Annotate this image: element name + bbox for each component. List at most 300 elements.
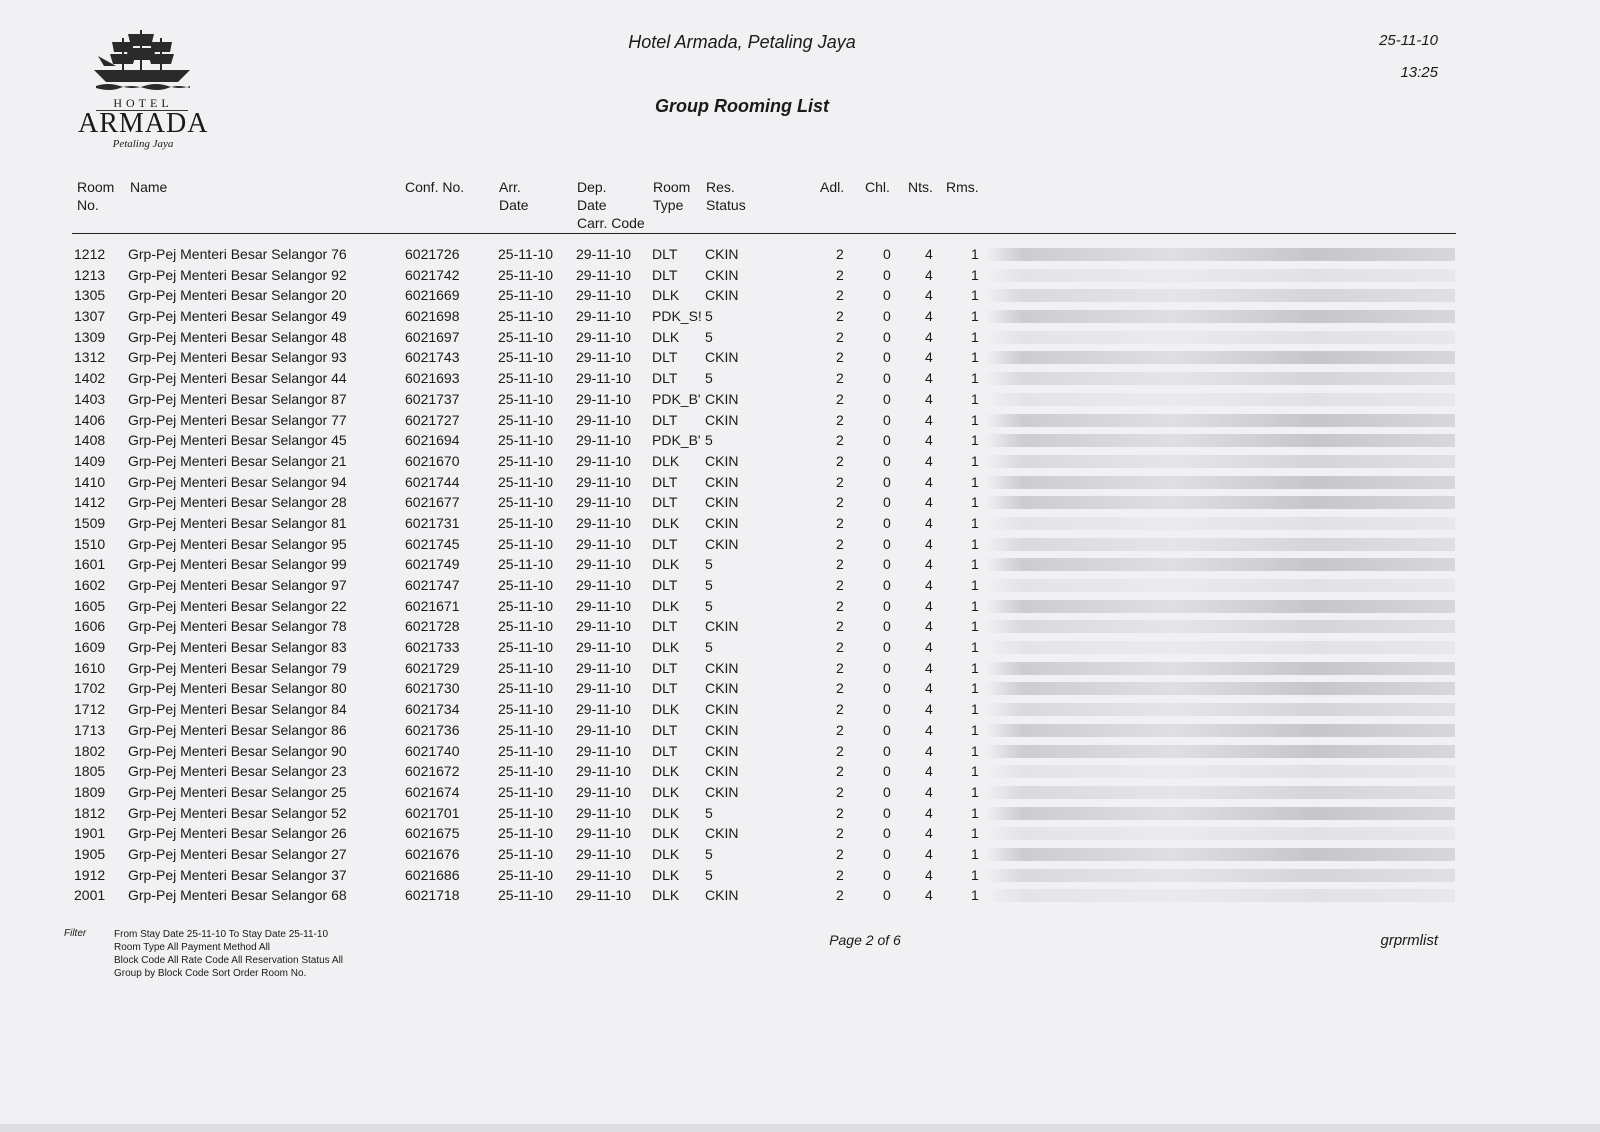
cell-res-status: CKIN [705, 825, 739, 842]
cell-rooms: 1 [971, 494, 979, 511]
cell-adults: 2 [836, 742, 844, 759]
cell-arr-date: 25-11-10 [498, 639, 554, 656]
table-row [0, 616, 1600, 637]
cell-res-status: CKIN [705, 514, 739, 531]
redacted-area [985, 393, 1455, 406]
cell-dep-date: 29-11-10 [576, 659, 632, 676]
cell-children: 0 [883, 680, 891, 697]
rooming-list-table [0, 244, 1600, 906]
cell-dep-date: 29-11-10 [576, 701, 632, 718]
cell-res-status: CKIN [705, 701, 739, 718]
cell-dep-date: 29-11-10 [576, 618, 632, 635]
cell-adults: 2 [836, 597, 844, 614]
table-row [0, 306, 1600, 327]
cell-arr-date: 25-11-10 [498, 866, 554, 883]
table-row [0, 492, 1600, 513]
cell-children: 0 [883, 432, 891, 449]
redacted-area [985, 600, 1455, 613]
cell-nights: 4 [925, 328, 933, 345]
table-row [0, 637, 1600, 658]
table-row [0, 285, 1600, 306]
cell-room-no: 1901 [74, 825, 106, 842]
cell-room-type: DLT [652, 577, 678, 593]
table-row [0, 596, 1600, 617]
cell-rooms: 1 [971, 639, 979, 656]
cell-res-status: 5 [705, 328, 713, 345]
cell-rooms: 1 [971, 328, 979, 345]
cell-room-no: 1809 [74, 783, 106, 800]
cell-children: 0 [883, 597, 891, 614]
cell-room-type: DLT [652, 370, 678, 387]
redacted-area [985, 662, 1455, 675]
redacted-area [985, 889, 1455, 902]
table-row [0, 865, 1600, 886]
cell-conf-no: 6021670 [405, 452, 460, 469]
cell-conf-no: 6021743 [405, 349, 460, 366]
redacted-area [985, 351, 1455, 364]
redacted-area [985, 455, 1455, 468]
table-row [0, 389, 1600, 410]
cell-arr-date: 25-11-10 [498, 411, 554, 428]
cell-nights: 4 [925, 721, 933, 738]
table-row [0, 782, 1600, 803]
cell-dep-date: 29-11-10 [576, 845, 632, 862]
cell-adults: 2 [836, 370, 844, 387]
redacted-area [985, 269, 1455, 282]
table-row [0, 244, 1600, 265]
cell-conf-no: 6021693 [405, 370, 460, 387]
cell-room-type: DLT [652, 411, 678, 428]
cell-adults: 2 [836, 452, 844, 469]
redacted-area [985, 289, 1455, 302]
cell-adults: 2 [836, 473, 844, 490]
cell-room-type: DLT [652, 473, 678, 490]
cell-arr-date: 25-11-10 [498, 452, 554, 469]
cell-conf-no: 6021698 [405, 308, 460, 325]
cell-room-type: DLK [652, 328, 680, 345]
cell-nights: 4 [925, 411, 933, 428]
page-indicator: Page 2 of 6 [829, 932, 901, 948]
cell-rooms: 1 [971, 597, 979, 614]
cell-guest-name: Grp-Pej Menteri Besar Selangor 26 [128, 825, 347, 842]
cell-room-type: DLK [652, 783, 680, 800]
cell-res-status: CKIN [705, 742, 739, 759]
cell-children: 0 [883, 721, 891, 738]
filter-criteria [114, 928, 343, 980]
cell-room-no: 1912 [74, 866, 106, 883]
cell-rooms: 1 [971, 887, 979, 904]
cell-dep-date: 29-11-10 [576, 577, 632, 593]
cell-room-type: DLT [652, 742, 678, 759]
col-header-dep-date: Dep. Date Carr. Code [577, 179, 645, 231]
cell-dep-date: 29-11-10 [576, 742, 632, 759]
cell-rooms: 1 [971, 825, 979, 842]
redacted-area [985, 310, 1455, 323]
cell-guest-name: Grp-Pej Menteri Besar Selangor 90 [128, 742, 347, 759]
cell-rooms: 1 [971, 308, 979, 325]
cell-conf-no: 6021747 [405, 577, 460, 593]
cell-arr-date: 25-11-10 [498, 494, 554, 511]
table-row [0, 761, 1600, 782]
cell-nights: 4 [925, 556, 933, 573]
cell-conf-no: 6021742 [405, 266, 460, 283]
cell-children: 0 [883, 763, 891, 780]
cell-room-type: DLK [652, 825, 680, 842]
cell-children: 0 [883, 701, 891, 718]
hotel-logo [78, 26, 208, 154]
cell-room-no: 1605 [74, 597, 106, 614]
table-row [0, 720, 1600, 741]
cell-nights: 4 [925, 308, 933, 325]
cell-arr-date: 25-11-10 [498, 514, 554, 531]
cell-children: 0 [883, 349, 891, 366]
cell-arr-date: 25-11-10 [498, 618, 554, 635]
cell-room-type: DLT [652, 266, 678, 283]
cell-arr-date: 25-11-10 [498, 328, 554, 345]
cell-rooms: 1 [971, 514, 979, 531]
cell-dep-date: 29-11-10 [576, 432, 632, 449]
cell-children: 0 [883, 535, 891, 552]
cell-rooms: 1 [971, 721, 979, 738]
redacted-area [985, 538, 1455, 551]
cell-nights: 4 [925, 535, 933, 552]
cell-arr-date: 25-11-10 [498, 845, 554, 862]
redacted-area [985, 765, 1455, 778]
cell-adults: 2 [836, 618, 844, 635]
cell-guest-name: Grp-Pej Menteri Besar Selangor 86 [128, 721, 347, 738]
logo-location-text: Petaling Jaya [112, 138, 174, 150]
redacted-area [985, 786, 1455, 799]
redacted-area [985, 703, 1455, 716]
cell-dep-date: 29-11-10 [576, 370, 632, 387]
cell-conf-no: 6021686 [405, 866, 460, 883]
cell-nights: 4 [925, 390, 933, 407]
cell-room-no: 1713 [74, 721, 106, 738]
redacted-area [985, 827, 1455, 840]
logo-hotel-text: HOTEL [113, 96, 173, 110]
table-row [0, 368, 1600, 389]
cell-conf-no: 6021727 [405, 411, 460, 428]
logo-name-text: ARMADA [78, 108, 209, 139]
col-header-room-type: Room Type [653, 179, 691, 213]
cell-res-status: CKIN [705, 494, 739, 511]
cell-adults: 2 [836, 825, 844, 842]
cell-room-no: 1610 [74, 659, 106, 676]
redacted-area [985, 807, 1455, 820]
cell-res-status: CKIN [705, 411, 739, 428]
cell-res-status: CKIN [705, 287, 739, 304]
cell-guest-name: Grp-Pej Menteri Besar Selangor 80 [128, 680, 347, 697]
cell-guest-name: Grp-Pej Menteri Besar Selangor 28 [128, 494, 347, 511]
cell-res-status: CKIN [705, 390, 739, 407]
cell-conf-no: 6021701 [405, 804, 460, 821]
cell-children: 0 [883, 577, 891, 593]
cell-arr-date: 25-11-10 [498, 432, 554, 449]
cell-res-status: 5 [705, 577, 713, 593]
cell-guest-name: Grp-Pej Menteri Besar Selangor 52 [128, 804, 347, 821]
filter-line: Room Type All Payment Method All [114, 942, 271, 953]
cell-res-status: CKIN [705, 659, 739, 676]
cell-dep-date: 29-11-10 [576, 783, 632, 800]
scan-edge [0, 1124, 1600, 1132]
cell-adults: 2 [836, 783, 844, 800]
cell-children: 0 [883, 370, 891, 387]
filter-label: Filter [64, 928, 87, 939]
cell-res-status: CKIN [705, 763, 739, 780]
cell-rooms: 1 [971, 659, 979, 676]
table-row [0, 554, 1600, 575]
cell-res-status: CKIN [705, 246, 739, 262]
cell-room-no: 1509 [74, 514, 106, 531]
cell-room-type: DLT [652, 494, 678, 511]
redacted-area [985, 641, 1455, 654]
cell-adults: 2 [836, 845, 844, 862]
cell-children: 0 [883, 246, 891, 262]
cell-room-no: 2001 [74, 887, 106, 904]
cell-conf-no: 6021737 [405, 390, 460, 407]
cell-res-status: CKIN [705, 721, 739, 738]
cell-room-type: DLK [652, 701, 680, 718]
cell-conf-no: 6021731 [405, 514, 460, 531]
cell-room-type: PDK_B' [652, 390, 701, 407]
cell-conf-no: 6021749 [405, 556, 460, 573]
cell-guest-name: Grp-Pej Menteri Besar Selangor 23 [128, 763, 347, 780]
cell-nights: 4 [925, 680, 933, 697]
cell-adults: 2 [836, 556, 844, 573]
cell-guest-name: Grp-Pej Menteri Besar Selangor 21 [128, 452, 347, 469]
ship-icon [92, 26, 192, 94]
cell-rooms: 1 [971, 701, 979, 718]
cell-rooms: 1 [971, 556, 979, 573]
cell-guest-name: Grp-Pej Menteri Besar Selangor 81 [128, 514, 347, 531]
cell-room-type: DLK [652, 804, 680, 821]
redacted-area [985, 517, 1455, 530]
cell-conf-no: 6021669 [405, 287, 460, 304]
cell-adults: 2 [836, 266, 844, 283]
cell-conf-no: 6021733 [405, 639, 460, 656]
col-header-children: Chl. [865, 179, 890, 195]
cell-children: 0 [883, 639, 891, 656]
cell-res-status: 5 [705, 866, 713, 883]
cell-conf-no: 6021729 [405, 659, 460, 676]
cell-nights: 4 [925, 804, 933, 821]
cell-nights: 4 [925, 659, 933, 676]
cell-room-type: DLK [652, 887, 680, 904]
table-row [0, 741, 1600, 762]
cell-rooms: 1 [971, 432, 979, 449]
cell-children: 0 [883, 804, 891, 821]
cell-dep-date: 29-11-10 [576, 825, 632, 842]
report-code: grprmlist [1380, 932, 1438, 949]
cell-room-no: 1406 [74, 411, 106, 428]
redacted-area [985, 248, 1455, 261]
cell-arr-date: 25-11-10 [498, 783, 554, 800]
redacted-area [985, 620, 1455, 633]
table-row [0, 472, 1600, 493]
cell-room-no: 1307 [74, 308, 106, 325]
cell-guest-name: Grp-Pej Menteri Besar Selangor 48 [128, 328, 347, 345]
cell-room-type: DLK [652, 556, 680, 573]
cell-nights: 4 [925, 845, 933, 862]
cell-guest-name: Grp-Pej Menteri Besar Selangor 79 [128, 659, 347, 676]
cell-res-status: 5 [705, 556, 713, 573]
cell-dep-date: 29-11-10 [576, 349, 632, 366]
col-header-rooms: Rms. [946, 179, 979, 195]
cell-conf-no: 6021745 [405, 535, 460, 552]
table-row [0, 885, 1600, 906]
cell-rooms: 1 [971, 390, 979, 407]
cell-children: 0 [883, 411, 891, 428]
cell-res-status: 5 [705, 845, 713, 862]
cell-adults: 2 [836, 390, 844, 407]
cell-rooms: 1 [971, 845, 979, 862]
cell-res-status: 5 [705, 639, 713, 656]
redacted-area [985, 496, 1455, 509]
cell-guest-name: Grp-Pej Menteri Besar Selangor 92 [128, 266, 347, 283]
cell-adults: 2 [836, 328, 844, 345]
cell-room-no: 1702 [74, 680, 106, 697]
cell-arr-date: 25-11-10 [498, 804, 554, 821]
cell-guest-name: Grp-Pej Menteri Besar Selangor 78 [128, 618, 347, 635]
cell-children: 0 [883, 887, 891, 904]
cell-nights: 4 [925, 618, 933, 635]
col-header-res-status: Res. Status [706, 179, 746, 213]
redacted-area [985, 434, 1455, 447]
cell-conf-no: 6021694 [405, 432, 460, 449]
table-row [0, 658, 1600, 679]
cell-children: 0 [883, 618, 891, 635]
cell-arr-date: 25-11-10 [498, 721, 554, 738]
cell-dep-date: 29-11-10 [576, 514, 632, 531]
cell-nights: 4 [925, 783, 933, 800]
cell-dep-date: 29-11-10 [576, 287, 632, 304]
cell-nights: 4 [925, 597, 933, 614]
cell-adults: 2 [836, 887, 844, 904]
header-divider [72, 233, 1456, 234]
cell-arr-date: 25-11-10 [498, 246, 554, 262]
cell-guest-name: Grp-Pej Menteri Besar Selangor 83 [128, 639, 347, 656]
cell-nights: 4 [925, 266, 933, 283]
cell-res-status: 5 [705, 804, 713, 821]
cell-children: 0 [883, 266, 891, 283]
cell-room-no: 1213 [74, 266, 106, 283]
cell-conf-no: 6021676 [405, 845, 460, 862]
cell-dep-date: 29-11-10 [576, 597, 632, 614]
cell-arr-date: 25-11-10 [498, 659, 554, 676]
cell-room-type: PDK_B' [652, 432, 701, 449]
cell-arr-date: 25-11-10 [498, 308, 554, 325]
redacted-area [985, 682, 1455, 695]
cell-guest-name: Grp-Pej Menteri Besar Selangor 44 [128, 370, 347, 387]
redacted-area [985, 331, 1455, 344]
cell-room-no: 1510 [74, 535, 106, 552]
cell-adults: 2 [836, 763, 844, 780]
cell-children: 0 [883, 556, 891, 573]
cell-conf-no: 6021674 [405, 783, 460, 800]
cell-guest-name: Grp-Pej Menteri Besar Selangor 45 [128, 432, 347, 449]
table-row [0, 844, 1600, 865]
filter-line: From Stay Date 25-11-10 To Stay Date 25-11-10 [114, 929, 328, 940]
cell-adults: 2 [836, 411, 844, 428]
cell-room-type: DLK [652, 763, 680, 780]
cell-dep-date: 29-11-10 [576, 328, 632, 345]
cell-res-status: CKIN [705, 680, 739, 697]
cell-guest-name: Grp-Pej Menteri Besar Selangor 37 [128, 866, 347, 883]
cell-children: 0 [883, 494, 891, 511]
cell-res-status: 5 [705, 370, 713, 387]
cell-res-status: CKIN [705, 887, 739, 904]
table-row [0, 265, 1600, 286]
cell-res-status: 5 [705, 432, 713, 449]
cell-room-no: 1802 [74, 742, 106, 759]
table-row [0, 451, 1600, 472]
cell-conf-no: 6021744 [405, 473, 460, 490]
cell-rooms: 1 [971, 473, 979, 490]
cell-guest-name: Grp-Pej Menteri Besar Selangor 49 [128, 308, 347, 325]
cell-dep-date: 29-11-10 [576, 246, 632, 262]
cell-guest-name: Grp-Pej Menteri Besar Selangor 68 [128, 887, 347, 904]
col-header-adults: Adl. [820, 179, 845, 195]
cell-room-type: PDK_S! [652, 308, 702, 325]
cell-dep-date: 29-11-10 [576, 411, 632, 428]
cell-adults: 2 [836, 432, 844, 449]
redacted-area [985, 848, 1455, 861]
cell-arr-date: 25-11-10 [498, 680, 554, 697]
table-row [0, 327, 1600, 348]
cell-dep-date: 29-11-10 [576, 866, 632, 883]
cell-room-type: DLK [652, 287, 680, 304]
cell-arr-date: 25-11-10 [498, 763, 554, 780]
cell-children: 0 [883, 845, 891, 862]
cell-room-no: 1410 [74, 473, 106, 490]
cell-dep-date: 29-11-10 [576, 556, 632, 573]
cell-dep-date: 29-11-10 [576, 804, 632, 821]
cell-nights: 4 [925, 452, 933, 469]
cell-nights: 4 [925, 494, 933, 511]
table-row [0, 513, 1600, 534]
cell-adults: 2 [836, 535, 844, 552]
cell-rooms: 1 [971, 535, 979, 552]
redacted-area [985, 558, 1455, 571]
cell-nights: 4 [925, 287, 933, 304]
cell-children: 0 [883, 514, 891, 531]
cell-dep-date: 29-11-10 [576, 494, 632, 511]
cell-nights: 4 [925, 639, 933, 656]
cell-rooms: 1 [971, 742, 979, 759]
cell-children: 0 [883, 783, 891, 800]
cell-children: 0 [883, 308, 891, 325]
col-header-name: Name [130, 179, 168, 195]
cell-room-type: DLK [652, 597, 680, 614]
cell-nights: 4 [925, 370, 933, 387]
cell-arr-date: 25-11-10 [498, 701, 554, 718]
cell-dep-date: 29-11-10 [576, 639, 632, 656]
cell-rooms: 1 [971, 287, 979, 304]
cell-guest-name: Grp-Pej Menteri Besar Selangor 77 [128, 411, 347, 428]
filter-line: Block Code All Rate Code All Reservation Status All [114, 955, 344, 966]
cell-room-type: DLK [652, 866, 680, 883]
cell-nights: 4 [925, 763, 933, 780]
table-row [0, 575, 1600, 596]
cell-room-type: DLK [652, 845, 680, 862]
cell-guest-name: Grp-Pej Menteri Besar Selangor 95 [128, 535, 347, 552]
cell-room-no: 1212 [74, 246, 106, 262]
cell-room-no: 1905 [74, 845, 106, 862]
cell-children: 0 [883, 742, 891, 759]
cell-room-no: 1402 [74, 370, 106, 387]
cell-nights: 4 [925, 432, 933, 449]
cell-rooms: 1 [971, 349, 979, 366]
